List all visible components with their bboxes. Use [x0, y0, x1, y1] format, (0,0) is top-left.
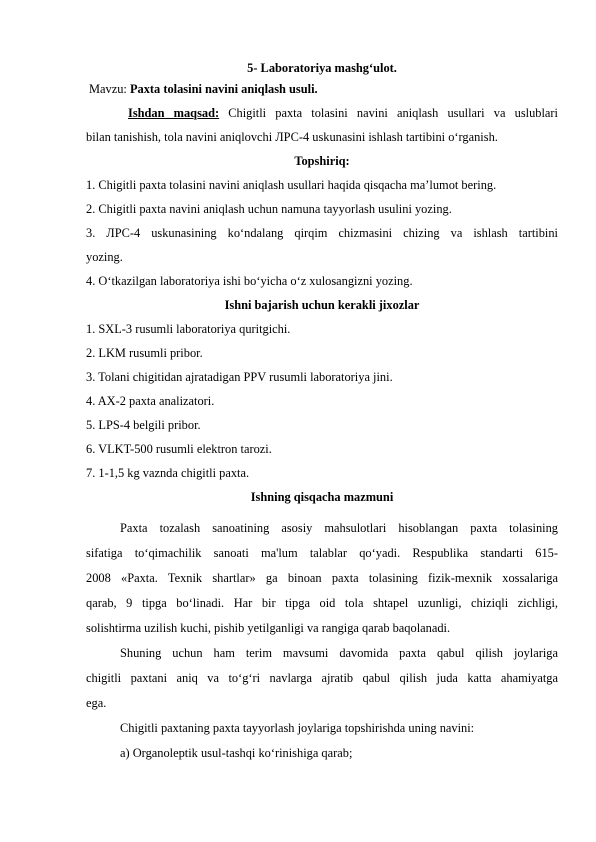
equipment-item-2: 2. LKM rusumli pribor.: [86, 346, 203, 360]
lab-title: 5- Laboratoriya mashg‘ulot.: [247, 61, 397, 75]
equipment-item-7: 7. 1-1,5 kg vaznda chigitli paxta.: [86, 466, 250, 480]
topic-text: Paxta tolasini navini aniqlash usuli.: [129, 82, 318, 96]
equipment-item-5: 5. LPS-4 belgili pribor.: [86, 418, 201, 432]
topic-label: Mavzu: [89, 82, 124, 96]
equipment-item-3: 3. Tolani chigitidan ajratadigan PPV rusumli laboratoriya jini.: [86, 370, 393, 384]
goal-line-2: bilan tanishish, tola navini aniqlovchi ЛPC-4 uskunasini ishlash tartibini o‘rganish.: [86, 130, 498, 144]
body-line-1: Paxta tozalash sanoatining asosiy mahsulotlari hisoblangan paxta tolasining: [120, 521, 558, 535]
body-line-9: Chigitli paxtaning paxta tayyorlash joylariga topshirishda uning navini:: [120, 721, 475, 735]
equipment-item-4: 4. AX-2 paxta analizatori.: [86, 394, 215, 408]
task-item-3-continued: yozing.: [86, 250, 123, 264]
topic-separator: :: [123, 82, 130, 96]
body-line-10: a) Organoleptik usul-tashqi ko‘rinishiga qarab;: [120, 746, 353, 760]
task-heading: Topshiriq:: [294, 154, 350, 168]
task-item-1: 1. Chigitli paxta tolasini navini aniqlash usullari haqida qisqacha ma’lumot bering.: [86, 178, 497, 192]
task-item-3: 3. ЛPC-4 uskunasining ko‘ndalang qirqim chizmasini chizing va ishlash tartibini: [86, 226, 558, 240]
task-item-2: 2. Chigitli paxta navini aniqlash uchun namuna tayyorlash usulini yozing.: [86, 202, 452, 216]
task-item-4: 4. O‘tkazilgan laboratoriya ishi bo‘yicha o‘z xulosangizni yozing.: [86, 274, 413, 288]
goal-text-1: Chigitli paxta tolasini navini aniqlash usullari va uslublari: [219, 106, 558, 120]
body-line-5: solishtirma uzilish kuchi, pishib yetilganligi va rangiga qarab baqolanadi.: [86, 621, 451, 635]
equipment-item-6: 6. VLKT-500 rusumli elektron tarozi.: [86, 442, 272, 456]
body-line-6: Shuning uchun ham terim mavsumi davomida paxta qabul qilish joylariga: [120, 646, 558, 660]
equipment-heading: Ishni bajarish uchun kerakli jixozlar: [224, 298, 420, 312]
body-line-3: 2008 «Paxta. Texnik shartlar» ga binoan paxta tolasining fizik-mexnik xossalariga: [86, 571, 558, 585]
goal-label: Ishdan maqsad:: [128, 106, 220, 120]
body-line-2: sifatiga to‘qimachilik sanoati ma'lum talablar qo‘yadi. Respublika standarti 615-: [86, 546, 558, 560]
body-line-7: chigitli paxtani aniq va to‘g‘ri navlarga ajratib qabul qilish juda katta ahamiyatga: [86, 671, 558, 685]
summary-heading: Ishning qisqacha mazmuni: [250, 490, 394, 504]
topic-line: [89, 81, 561, 97]
goal-line-1: [128, 105, 558, 121]
body-line-4: qarab, 9 tipga bo‘linadi. Har bir tipga oid tola shtapel uzunligi, chiziqli zichligi,: [86, 596, 558, 610]
body-line-8: ega.: [86, 696, 107, 710]
equipment-item-1: 1. SXL-3 rusumli laboratoriya quritgichi.: [86, 322, 291, 336]
